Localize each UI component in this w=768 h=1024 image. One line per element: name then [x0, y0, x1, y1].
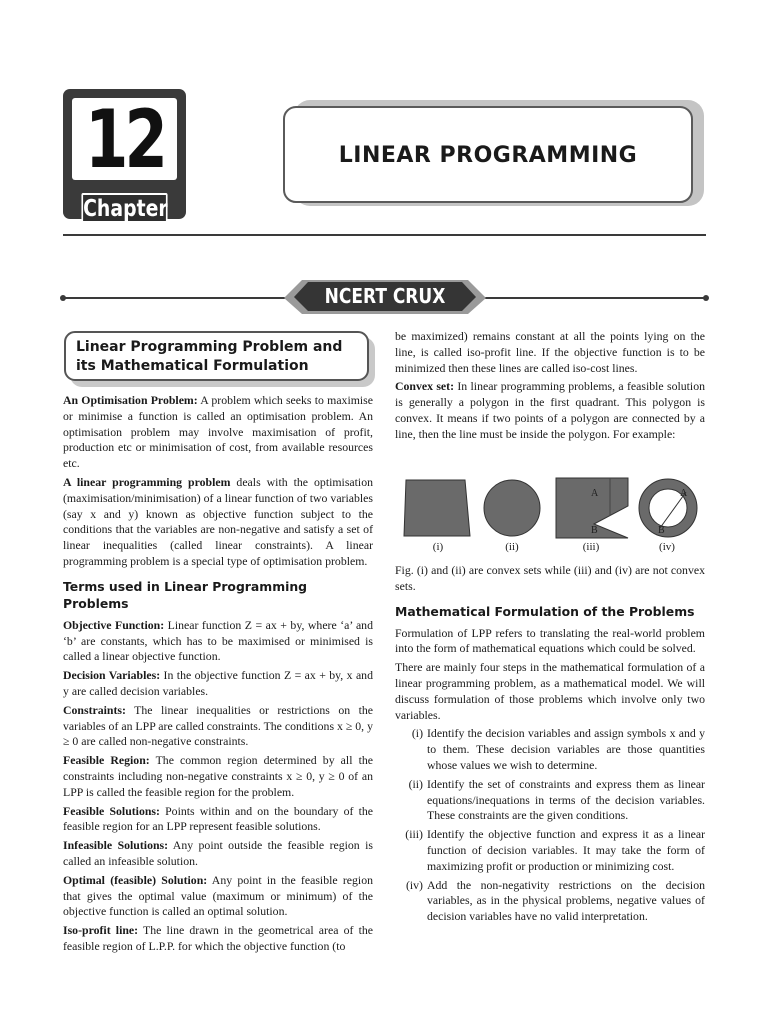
- term-optimal-solution: [63, 873, 373, 920]
- definition: The common region determined by all the constraints including non-negative constraints x ≥ 0, y ≥ 0 of an LPP is called the feasible region for the problem.: [63, 753, 373, 799]
- iso-profit-continued: be maximized) remains constant at all the points lying on the line, is called iso-profit line. If the objective function is to be minimized then these lines are called iso-cost lines.: [395, 329, 705, 375]
- chapter-badge: [63, 89, 186, 227]
- banner-rule-end-left: [60, 295, 66, 301]
- term: Feasible Solutions:: [63, 803, 160, 818]
- step-number: (iv): [405, 877, 423, 892]
- figure-point-a: A: [591, 488, 599, 499]
- definition: deals with the optimisation (maximisation/minimisation) of a linear function of two variables (say x and y) known as objective function subject to the conditions that the variables are non-negative and satisfy a set of linear inequalities (called linear constraints). A linear programming problem is a special type of optimisation problem.: [63, 474, 374, 568]
- convex-sets-figure: [398, 470, 698, 542]
- paragraph-optimisation-problem: [63, 393, 373, 472]
- figure-label-i: (i): [432, 541, 444, 553]
- figure-label-ii: (ii): [505, 541, 519, 553]
- term-feasible-solutions: [63, 804, 373, 836]
- shape-ii-circle: [484, 480, 540, 536]
- right-column-top: [395, 329, 705, 446]
- term: An Optimisation Problem:: [63, 393, 198, 407]
- term: Iso-profit line:: [63, 923, 139, 938]
- term-feasible-region: [63, 753, 373, 800]
- step-number: (i): [411, 726, 423, 741]
- term: Constraints:: [63, 702, 126, 717]
- formulation-heading: Mathematical Formulation of the Problems: [395, 603, 695, 619]
- formulation-paragraph-1: Formulation of LPP refers to translating the real-world problem into the form of mathematical equations which could be solved.: [395, 625, 705, 656]
- definition: The line drawn in the geometrical area of the feasible region of L.P.P. for which the objective function (to: [63, 923, 374, 953]
- list-item: [395, 827, 705, 874]
- definition: Points within and on the boundary of the feasible region for an LPP represent feasible solutions.: [63, 803, 373, 834]
- list-item: [395, 777, 705, 824]
- banner-rule-end-right: [703, 295, 709, 301]
- definition: Any point outside the feasible region is called an infeasible solution.: [63, 838, 373, 868]
- shape-i-quadrilateral: [404, 480, 470, 536]
- step-text: Identify the objective function and express it as a linear function of decision variables. It may take the form of maximizing profit or production or minimizing cost.: [427, 827, 705, 873]
- step-text: Identify the decision variables and assign symbols x and y to them. These decision variables are those quantities whose values we wish to determine.: [427, 726, 705, 772]
- definition: A problem which seeks to maximise or minimise a function is called an optimisation problem. An optimisation problem may involve maximisation of profit, production etc or minimisation of cost, from available resources etc.: [63, 393, 374, 471]
- figure-ring-point-b: B: [658, 525, 665, 536]
- terms-heading: Terms used in Linear Programming Problems: [63, 578, 308, 611]
- definition: Linear function Z = ax + by, where ‘a’ and ‘b’ are constants, which has to be maximised or minimised is called a linear objective function.: [63, 617, 373, 664]
- chapter-number-box: [72, 93, 177, 186]
- formulation-paragraph-2: There are mainly four steps in the mathematical formulation of a linear programming problem, as a mathematical model. We will discuss formulation of those problems which involve only two variables.: [395, 660, 705, 722]
- term-infeasible-solutions: [63, 838, 373, 870]
- term: Convex set:: [395, 379, 455, 394]
- term-objective-function: [63, 618, 373, 665]
- section-title: Linear Programming Problem and its Mathematical Formulation: [76, 339, 343, 374]
- figure-ring-point-a: A: [680, 488, 688, 499]
- figure-caption: Fig. (i) and (ii) are convex sets while (iii) and (iv) are not convex sets.: [395, 563, 705, 593]
- definition: In the objective function Z = ax + by, x and y are called decision variables.: [63, 668, 373, 698]
- figure-point-b: B: [591, 525, 598, 536]
- term-constraints: [63, 703, 373, 750]
- chapter-title: LINEAR PROGRAMMING: [338, 143, 638, 168]
- figure-label-iii: (iii): [582, 541, 600, 553]
- step-number: (iii): [405, 827, 423, 842]
- header-rule: [63, 234, 706, 236]
- banner-label: NCERT CRUX: [324, 284, 446, 308]
- term: Feasible Region:: [63, 753, 150, 768]
- left-column: [63, 393, 373, 958]
- term: Objective Function:: [63, 617, 165, 632]
- right-column-bottom: [395, 563, 705, 928]
- definition: The linear inequalities or restrictions on the variables of an LPP are called constraints. The conditions x ≥ 0, y ≥ 0 are called non-negative constraints.: [63, 702, 373, 749]
- term-iso-profit-line: [63, 923, 373, 955]
- step-text: Identify the set of constraints and express them as linear equations/inequations in terms of the decision variables. These constraints are the given conditions.: [427, 776, 705, 823]
- definition: Any point in the feasible region that gives the optimal value (maximum or minimum) of the objective function is called an optimal solution.: [63, 872, 373, 919]
- term: Decision Variables:: [63, 668, 161, 683]
- figure-label-iv: (iv): [659, 541, 675, 553]
- step-number: (ii): [408, 776, 423, 791]
- list-item: [395, 726, 705, 773]
- paragraph-lpp: [63, 475, 373, 570]
- step-text: Add the non-negativity restrictions on the decision variables, as in the physical problems, negative values of decision variables have no valid interpretation.: [427, 877, 705, 924]
- chapter-label: Chapter: [81, 193, 167, 223]
- term-decision-variables: [63, 668, 373, 700]
- paragraph-convex-set: [395, 379, 705, 442]
- list-item: [395, 878, 705, 925]
- formulation-steps: [395, 726, 705, 925]
- term: Optimal (feasible) Solution:: [63, 872, 208, 887]
- term: A linear programming problem: [63, 474, 231, 489]
- chapter-number: 12: [84, 93, 165, 186]
- term: Infeasible Solutions:: [63, 838, 169, 853]
- definition: In linear programming problems, a feasible solution is generally a polygon in the first quadrant. This polygon is convex. It means if two points of a polygon are connected by a line, then the line must be inside the polygon. For example:: [395, 379, 705, 441]
